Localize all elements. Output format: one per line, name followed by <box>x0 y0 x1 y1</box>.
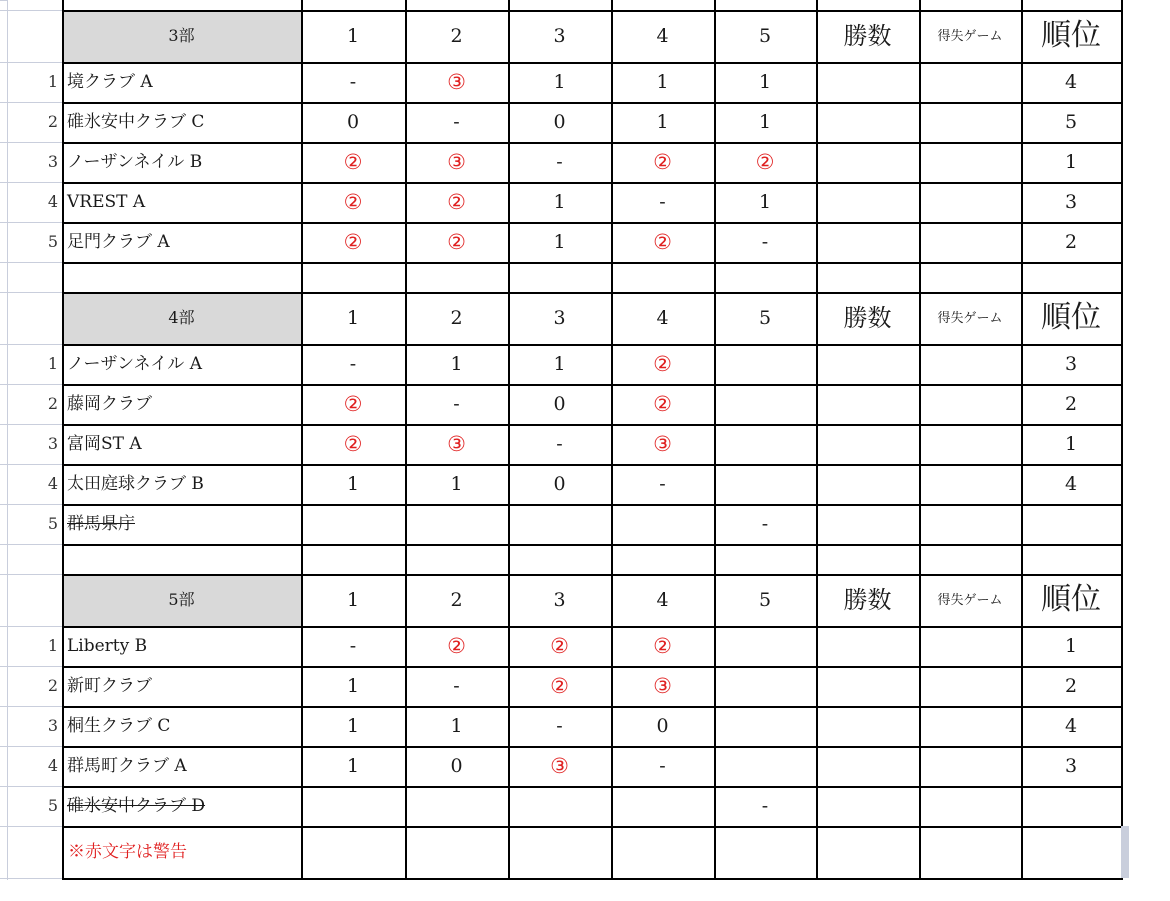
rank-cell[interactable] <box>1021 504 1121 544</box>
team-name: 新町クラブ <box>67 675 152 696</box>
opponent-column-header: 3 <box>553 24 566 47</box>
games-diff-cell[interactable] <box>919 384 1021 424</box>
match-result-cell[interactable]: 0 <box>346 110 360 133</box>
match-result-cell[interactable] <box>714 464 816 504</box>
games-diff-cell[interactable] <box>919 424 1021 464</box>
row-index: 5 <box>47 514 58 533</box>
column-border <box>816 0 818 880</box>
row-border <box>62 142 1123 144</box>
match-result-cell[interactable]: 1 <box>346 674 360 697</box>
games-diff-header: 得失ゲーム <box>937 310 1003 326</box>
match-result-cell[interactable] <box>714 344 816 384</box>
match-result-cell[interactable]: ② <box>343 431 363 456</box>
match-result-cell[interactable]: - <box>761 794 769 817</box>
match-result-cell[interactable]: 1 <box>450 472 463 495</box>
row-gridline-left <box>0 666 62 667</box>
row-gridline-left <box>0 786 62 787</box>
row-gridline-left <box>0 504 62 505</box>
opponent-column-header: 2 <box>450 588 463 611</box>
match-result-cell[interactable]: - <box>349 70 357 93</box>
match-result-cell[interactable] <box>508 786 611 826</box>
team-name: ノーザンネイル B <box>67 151 203 172</box>
row-index: 3 <box>47 716 58 735</box>
match-result-cell[interactable]: - <box>556 150 563 173</box>
row-gridline-left <box>0 464 62 465</box>
opponent-column-header: 4 <box>656 24 669 47</box>
row-gridline-left <box>0 10 62 11</box>
opponent-column-header: 4 <box>656 306 669 329</box>
match-result-cell[interactable] <box>714 626 816 666</box>
row-border <box>62 666 1123 668</box>
row-gridline-left <box>0 574 62 575</box>
match-result-cell[interactable]: ② <box>343 229 363 254</box>
match-result-cell[interactable]: - <box>349 634 357 657</box>
column-border <box>1021 0 1023 880</box>
games-diff-header: 得失ゲーム <box>937 28 1003 44</box>
match-result-cell[interactable]: ③ <box>653 431 672 456</box>
opponent-column-header: 3 <box>553 588 566 611</box>
column-border <box>1121 0 1123 880</box>
row-gridline-left <box>0 102 62 103</box>
games-diff-cell[interactable] <box>919 102 1021 142</box>
match-result-cell[interactable]: ② <box>653 229 672 254</box>
match-result-cell[interactable]: ② <box>343 189 363 214</box>
warning-footnote: ※赤文字は警告 <box>68 841 187 862</box>
row-index: 1 <box>47 354 58 373</box>
team-name: VREST A <box>67 191 146 212</box>
match-result-cell[interactable]: - <box>556 714 563 737</box>
games-diff-cell[interactable] <box>919 786 1021 826</box>
column-border <box>611 0 613 880</box>
wins-cell[interactable] <box>816 62 919 102</box>
row-gridline-left <box>0 826 62 827</box>
row-index: 4 <box>47 192 58 211</box>
rank-header: 順位 <box>1041 582 1101 617</box>
match-result-cell[interactable]: 1 <box>553 352 566 375</box>
match-result-cell[interactable] <box>405 786 508 826</box>
match-result-cell[interactable]: ② <box>755 149 775 174</box>
match-result-cell[interactable]: 1 <box>553 70 566 93</box>
games-diff-header: 得失ゲーム <box>937 592 1003 608</box>
match-result-cell[interactable]: 1 <box>346 472 360 495</box>
match-result-cell[interactable]: - <box>761 512 769 535</box>
row-border <box>62 424 1123 426</box>
wins-cell[interactable] <box>816 102 919 142</box>
row-border <box>62 706 1123 708</box>
match-result-cell[interactable]: 1 <box>450 352 463 375</box>
team-name: 群馬町クラブ A <box>67 755 187 776</box>
match-result-cell[interactable]: 1 <box>553 190 566 213</box>
row-border <box>62 10 1123 12</box>
match-result-cell[interactable]: - <box>453 110 460 133</box>
row-index: 1 <box>47 636 58 655</box>
row-index: 5 <box>47 232 58 251</box>
match-result-cell[interactable]: 1 <box>758 190 772 213</box>
match-result-cell[interactable]: ② <box>653 391 672 416</box>
wins-cell[interactable] <box>816 786 919 826</box>
wins-header: 勝数 <box>843 304 892 332</box>
match-result-cell[interactable]: - <box>761 230 769 253</box>
row-border <box>62 544 1123 546</box>
match-result-cell[interactable]: ② <box>447 229 466 254</box>
match-result-cell[interactable] <box>301 504 405 544</box>
wins-cell[interactable] <box>816 182 919 222</box>
match-result-cell[interactable] <box>714 666 816 706</box>
match-result-cell[interactable]: ② <box>653 149 672 174</box>
row-border <box>62 62 1123 64</box>
match-result-cell[interactable]: ② <box>447 189 466 214</box>
match-result-cell[interactable]: ② <box>653 351 672 376</box>
match-result-cell[interactable]: 1 <box>346 714 360 737</box>
match-result-cell[interactable] <box>714 384 816 424</box>
games-diff-cell[interactable] <box>919 222 1021 262</box>
row-index: 1 <box>47 72 58 91</box>
row-border <box>62 464 1123 466</box>
match-result-cell[interactable] <box>508 504 611 544</box>
row-gridline-left <box>0 878 62 879</box>
wins-cell[interactable] <box>816 142 919 182</box>
rank-cell[interactable]: 3 <box>1064 352 1078 375</box>
match-result-cell[interactable]: - <box>556 432 563 455</box>
row-gridline-left <box>0 62 62 63</box>
games-diff-cell[interactable] <box>919 626 1021 666</box>
games-diff-cell[interactable] <box>919 182 1021 222</box>
match-result-cell[interactable]: 1 <box>758 110 772 133</box>
wins-cell[interactable] <box>816 464 919 504</box>
games-diff-cell[interactable] <box>919 344 1021 384</box>
sheet-gridline <box>0 0 8 1</box>
row-border <box>62 384 1123 386</box>
row-index: 2 <box>47 676 58 695</box>
team-name: 碓氷安中クラブ D <box>67 795 206 816</box>
division-title: 4部 <box>62 292 301 344</box>
games-diff-cell[interactable] <box>919 504 1021 544</box>
team-name: Liberty B <box>67 635 148 656</box>
match-result-cell[interactable]: ② <box>447 633 466 658</box>
division-title: 3部 <box>62 10 301 62</box>
match-result-cell[interactable]: 1 <box>450 714 463 737</box>
rank-cell[interactable]: 1 <box>1064 150 1078 173</box>
wins-cell[interactable] <box>816 626 919 666</box>
rank-cell[interactable]: 4 <box>1064 714 1078 737</box>
wins-cell[interactable] <box>816 222 919 262</box>
rank-cell[interactable]: 2 <box>1064 230 1078 253</box>
rank-cell[interactable]: 1 <box>1064 634 1078 657</box>
match-result-cell[interactable]: 0 <box>450 754 463 777</box>
games-diff-cell[interactable] <box>919 666 1021 706</box>
team-name: 碓氷安中クラブ C <box>67 111 205 132</box>
match-result-cell[interactable]: ② <box>550 633 569 658</box>
wins-cell[interactable] <box>816 424 919 464</box>
row-border <box>62 574 1123 576</box>
opponent-column-header: 5 <box>758 588 772 611</box>
column-border <box>301 0 303 880</box>
team-name: 太田庭球クラブ B <box>67 473 204 494</box>
row-border <box>62 786 1123 788</box>
match-result-cell[interactable]: ③ <box>447 69 466 94</box>
rank-cell[interactable]: 4 <box>1064 70 1078 93</box>
wins-cell[interactable] <box>816 746 919 786</box>
wins-cell[interactable] <box>816 706 919 746</box>
games-diff-cell[interactable] <box>919 706 1021 746</box>
team-name: 境クラブ A <box>67 71 153 92</box>
match-result-cell[interactable] <box>714 424 816 464</box>
rank-header: 順位 <box>1041 300 1101 335</box>
match-result-cell[interactable]: 0 <box>656 714 669 737</box>
column-border <box>508 0 510 880</box>
match-result-cell[interactable]: 1 <box>346 754 360 777</box>
match-result-cell[interactable]: 0 <box>553 110 566 133</box>
match-result-cell[interactable]: ② <box>343 149 363 174</box>
row-gridline-left <box>0 292 62 293</box>
team-name: 富岡ST A <box>67 433 142 454</box>
row-index: 3 <box>47 434 58 453</box>
column-border <box>919 0 921 880</box>
column-border <box>405 0 407 880</box>
row-index: 2 <box>47 394 58 413</box>
row-border <box>62 626 1123 628</box>
team-name: 桐生クラブ C <box>67 715 171 736</box>
row-gridline-left <box>0 384 62 385</box>
match-result-cell[interactable] <box>405 504 508 544</box>
match-result-cell[interactable] <box>714 746 816 786</box>
opponent-column-header: 3 <box>553 306 566 329</box>
wins-cell[interactable] <box>816 504 919 544</box>
row-border <box>62 102 1123 104</box>
match-result-cell[interactable]: 0 <box>553 392 566 415</box>
column-border <box>62 0 64 880</box>
games-diff-cell[interactable] <box>919 746 1021 786</box>
match-result-cell[interactable] <box>301 786 405 826</box>
match-result-cell[interactable]: - <box>349 352 357 375</box>
match-result-cell[interactable] <box>611 504 714 544</box>
wins-cell[interactable] <box>816 666 919 706</box>
opponent-column-header: 5 <box>758 24 772 47</box>
division-title: 5部 <box>62 574 301 626</box>
rank-cell[interactable]: 4 <box>1064 472 1078 495</box>
match-result-cell[interactable]: ② <box>550 673 569 698</box>
opponent-column-header: 1 <box>346 24 360 47</box>
row-gridline-left <box>0 544 62 545</box>
rank-cell[interactable]: 2 <box>1064 392 1078 415</box>
match-result-cell[interactable]: ③ <box>447 149 466 174</box>
team-name: 藤岡クラブ <box>67 393 152 414</box>
rank-cell[interactable]: 5 <box>1064 110 1078 133</box>
rank-header: 順位 <box>1041 18 1101 53</box>
wins-header: 勝数 <box>843 586 892 614</box>
match-result-cell[interactable]: - <box>659 190 666 213</box>
team-name: ノーザンネイル A <box>67 353 202 374</box>
row-border <box>62 878 1123 880</box>
match-result-cell[interactable]: - <box>659 754 666 777</box>
row-gridline-left <box>0 142 62 143</box>
games-diff-cell[interactable] <box>919 142 1021 182</box>
team-name: 足門クラブ A <box>67 231 170 252</box>
row-gridline-left <box>0 262 62 263</box>
row-index: 2 <box>47 112 58 131</box>
games-diff-cell[interactable] <box>919 62 1021 102</box>
rank-cell[interactable] <box>1021 786 1121 826</box>
match-result-cell[interactable] <box>611 786 714 826</box>
row-index: 4 <box>47 756 58 775</box>
match-result-cell[interactable]: 1 <box>758 70 772 93</box>
row-gridline-left <box>0 706 62 707</box>
rank-cell[interactable]: 3 <box>1064 754 1078 777</box>
column-border <box>714 0 716 880</box>
wins-cell[interactable] <box>816 344 919 384</box>
opponent-column-header: 5 <box>758 306 772 329</box>
row-border <box>62 344 1123 346</box>
row-gridline-left <box>0 344 62 345</box>
match-result-cell[interactable]: 1 <box>656 70 669 93</box>
row-gridline-left <box>0 424 62 425</box>
row-border <box>62 222 1123 224</box>
row-border <box>62 182 1123 184</box>
row-index: 4 <box>47 474 58 493</box>
match-result-cell[interactable]: ② <box>653 633 672 658</box>
row-gridline-left <box>0 746 62 747</box>
opponent-column-header: 1 <box>346 588 360 611</box>
match-result-cell[interactable]: ③ <box>550 753 569 778</box>
match-result-cell[interactable]: - <box>453 674 460 697</box>
rank-cell[interactable]: 3 <box>1064 190 1078 213</box>
match-result-cell[interactable]: ③ <box>653 673 672 698</box>
match-result-cell[interactable]: - <box>453 392 460 415</box>
row-border <box>62 746 1123 748</box>
rank-cell[interactable]: 2 <box>1064 674 1078 697</box>
games-diff-cell[interactable] <box>919 464 1021 504</box>
match-result-cell[interactable]: - <box>659 472 666 495</box>
sheet-edge <box>1121 826 1129 878</box>
match-result-cell[interactable]: 1 <box>553 230 566 253</box>
row-gridline-left <box>0 626 62 627</box>
row-index: 5 <box>47 796 58 815</box>
match-result-cell[interactable]: ③ <box>447 431 466 456</box>
rank-cell[interactable]: 1 <box>1064 432 1078 455</box>
row-gridline-left <box>0 222 62 223</box>
match-result-cell[interactable]: 0 <box>553 472 566 495</box>
wins-cell[interactable] <box>816 384 919 424</box>
row-border <box>62 826 1123 828</box>
opponent-column-header: 1 <box>346 306 360 329</box>
opponent-column-header: 2 <box>450 306 463 329</box>
match-result-cell[interactable]: 1 <box>656 110 669 133</box>
row-border <box>62 504 1123 506</box>
row-border <box>62 292 1123 294</box>
wins-header: 勝数 <box>843 22 892 50</box>
match-result-cell[interactable]: ② <box>343 391 363 416</box>
row-border <box>62 262 1123 264</box>
match-result-cell[interactable] <box>714 706 816 746</box>
opponent-column-header: 2 <box>450 24 463 47</box>
team-name: 群馬県庁 <box>67 513 135 534</box>
row-index: 3 <box>47 152 58 171</box>
row-gridline-left <box>0 182 62 183</box>
opponent-column-header: 4 <box>656 588 669 611</box>
